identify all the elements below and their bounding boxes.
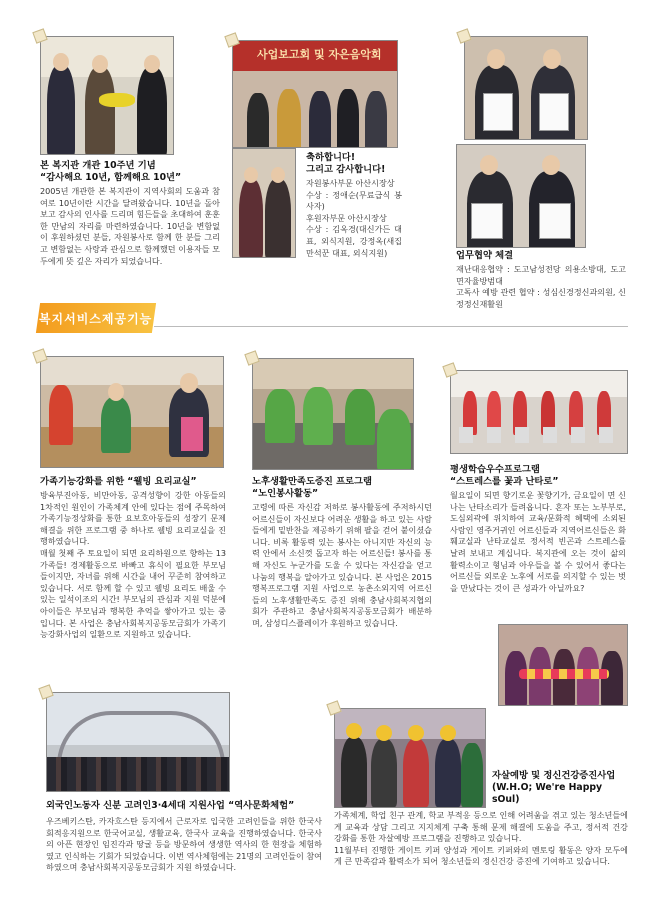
event-banner-text: 사업보고회 및 자은음악회 — [257, 48, 382, 61]
stress-photo — [450, 370, 628, 454]
history-trip-photo — [46, 692, 230, 792]
anniversary-title: 본 복지관 개관 10주년 기념 “감사해요 10년, 함께해요 10년” — [40, 160, 182, 183]
agreement-title: 업무협약 체결 — [456, 250, 514, 261]
volunteer-title: 노후생활만족도증진 프로그램 “노인봉사활동” — [252, 476, 372, 499]
section-banner — [36, 303, 156, 333]
thanks-photo-bottom — [232, 148, 296, 258]
anniversary-body: 2005년 개관한 본 복지관이 지역사회의 도움과 참여로 10년이란 시간을 달려왔습니다. 10년을 돌아보고 감사의 인사를 드리며 힘든들을 초대하여 훈훈한 만남의 자리를 마련하였습니다. 10년을 변함없이 후원하셨던 분들, 자원봉사로 함께 한 분들 그리고 변함없는 사랑과 관심으로 함께했던 이용자들 모두에게 뜻 깊은 자리가 되었습니다. — [40, 186, 220, 266]
flower-class-photo — [498, 624, 628, 706]
youth-program-photo — [334, 708, 486, 808]
anniversary-photo — [40, 36, 174, 155]
stress-body: 월요일이 되면 향기로운 꽃향기가, 금요일이 면 신나는 난타소리가 들려옵니다. 혼자 또는 노부부로, 도심외곽에 위치하여 교육/문화적 혜택에 소외된 사람인 영주거귀인 어르신들과 지역어르신들은 화훼교실과 난타교실로 정서적 빈곤과 스트레스를 날려 보내고 계십니다. 복지관에 오는 것이 삶의 활력소이고 형님과 아우들을 볼 수 있어서 좋다는 어르신들 외로운 노후에 서로를 의지할 수 있는 벗을 만났다는 것이 큰 성과가 아닐까요? — [450, 490, 626, 593]
section-banner-label: 복지서비스제공기능 — [39, 311, 153, 326]
cooking-photo — [40, 356, 224, 468]
thanks-body: 자원봉사부문 아산시장상 수상 : 정애순(무료급식 봉사자) 후원자부문 아산시장상 수상 : 김옥경(대신가든 대표, 외식지원, 강정옥(새집만석꾼 대표, 외식지원) — [306, 178, 402, 258]
section-divider — [154, 326, 628, 327]
goryeo-body: 우즈베키스탄, 카자흐스탄 등지에서 근로자로 입국한 고려인들을 위한 한국사회적응지원으로 한국어교실, 생활교육, 한국사 교육을 진행하였습니다. 한국사의 아픈 현장인 임진각과 땅굴 등을 방문하여 생생한 역사의 한 현장을 체험하였고 인식하는 기회가 되었습니다. 이번 역사체험에는 21명의 고려인들이 참여하였으며 충남사회복지공동모금회가 지원 하였습니다. — [46, 816, 322, 873]
thanks-title: 축하합니다! 그리고 감사합니다! — [306, 152, 386, 175]
mental-body: 가족체계, 학업 친구 관계, 학교 부적응 등으로 인해 어려움을 겪고 있는 청소년들에게 교육과 상담 그리고 지지체계 구축 통해 문제 해결에 도움을 주고, 정서적 건강 강화를 통한 자살예방 프로그램을 진행하고 있습니다. 11월부터 진행한 게이트 키퍼 양성과 게이트 키퍼와의 멘토링 활동은 양자 모두에게 큰 만족감과 활력소가 되어 청소년들의 정신건강 증진에 기여하고 있습니다. — [334, 810, 628, 867]
stress-title: 평생학습우수프로그램 “스트레스를 꽃과 난타로” — [450, 464, 559, 487]
goryeo-title: 외국인노동자 신분 고려인3·4세대 지원사업 “역사문화체험” — [46, 800, 295, 811]
volunteer-photo — [252, 358, 414, 470]
agreement-photo-bottom — [456, 144, 586, 248]
cooking-body: 방육부진아동, 비만아동, 공격성향이 강한 아동들의 1차적인 원인이 가족체계 안에 있다는 점에 주목하여 가족기능정상화를 통한 요보호아동들의 성장기 문제 해결을 위한 프로그램 중 하나로 웰빙 요리교실을 진행하였습니다. 매월 첫째 주 토요일이 되면 요리하원으로 향하는 13가족들! 경제활동으로 바빠고 휴식이 필요한 부모님들이지만, 자녀를 위해 시간을 내어 꾸준히 참여하고 있습니다. 서로 함께 할 수 있고 웰빙 요리도 배울 수 있는 일석이조의 시간! 부모님의 관심과 지원 덕분에 아이들은 부모님과 행복한 추억을 쌓아가고 있는 중입니다. 본 사업은 충남사회복지공동모금회가 가족기능강화사업의 일환으로 지원하고 있습니다. — [40, 490, 226, 640]
cooking-title: 가족기능강화를 위한 “웰빙 요리교실” — [40, 476, 197, 487]
agreement-photo-top — [464, 36, 588, 140]
thanks-photo-top — [232, 40, 398, 148]
volunteer-body: 고령에 따른 자신감 저하로 봉사활동에 주저하시던 어르신들이 자신보다 어려운 생활을 하고 있는 사람들에게 밑반찬을 제공하기 위해 팔을 걷어 붙이셨습니다. 비록 활동력 있는 봉사는 아니지만 자신의 능력 안에서 소신껏 돕고자 하는 어르신들! 봉사를 통해 자신도 누군가를 도울 수 있다는 자신감을 얻고 나눔의 행복을 알아가고 있습니다. 본 사업은 2015 행복프로그램 지원 사업으로 농촌소외지역 어르신들의 노후생활만족도 증진 위해 충남사회복지협의회가 주관하고 충남사회복지공동모금회가 배분하며, 삼성디스플레이가 후원하고 있습니다. — [252, 502, 432, 628]
mental-title: 자살예방 및 정신건강증진사업 (W.H.O; We're Happy sOul) — [492, 770, 616, 805]
agreement-body: 재난대응협약 : 도고남성전당 의용소방대, 도고면자율방범대 고독사 예방 관련 협약 : 성심신경정신과의원, 신정정신재활원 — [456, 264, 626, 309]
